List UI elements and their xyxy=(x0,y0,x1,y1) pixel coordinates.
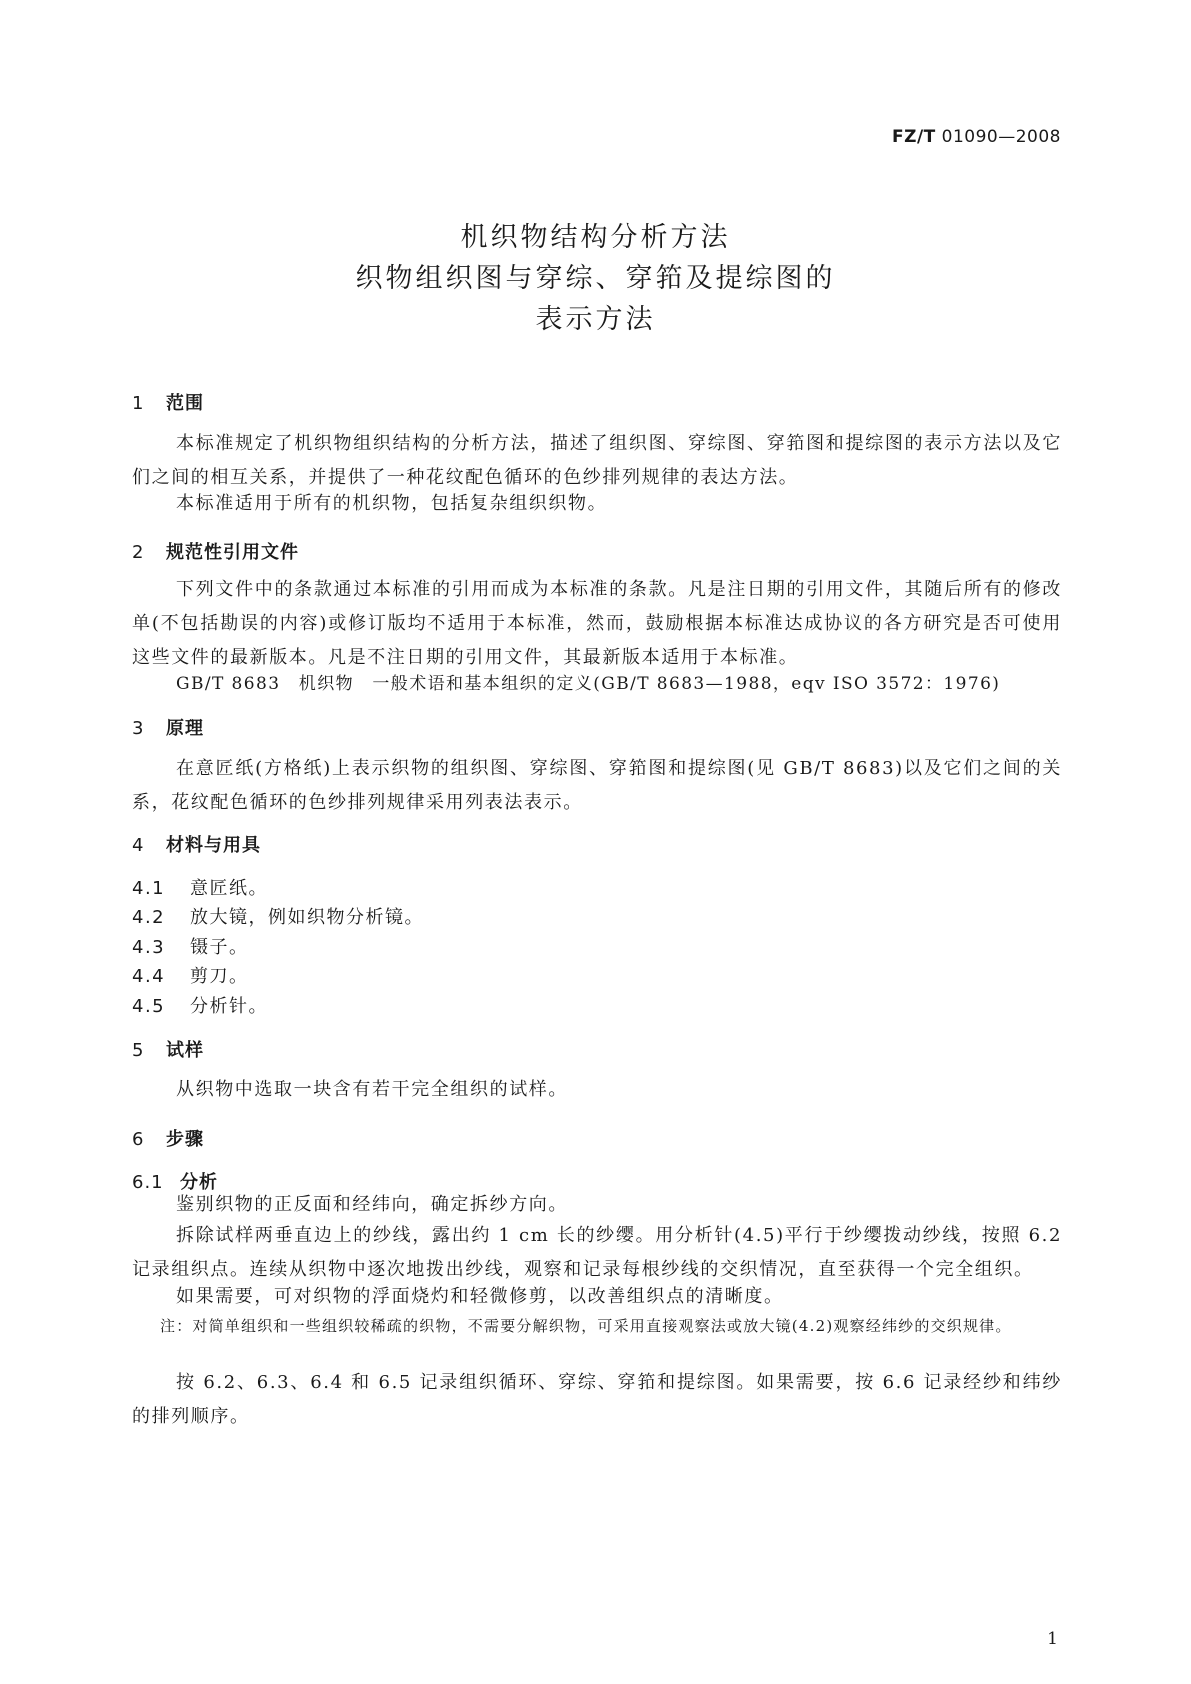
section-6-paragraph-2: 拆除试样两垂直边上的纱线，露出约 1 cm 长的纱缨。用分析针(4.5)平行于纱缨拨动纱线，按照 6.2 记录组织点。连续从织物中逐次地拨出纱线，观察和记录每根纱线的交织情况，直至获得一个完全组织。 xyxy=(132,1225,1062,1280)
note-label: 注： xyxy=(160,1317,193,1335)
title-line-2: 织物组织图与穿综、穿筘及提综图的 xyxy=(355,263,836,294)
section-4-heading: 4 材料与用具 xyxy=(132,835,261,856)
section-2-heading: 2 规范性引用文件 xyxy=(132,542,299,563)
list-item: 4.2 放大镜，例如织物分析镜。 xyxy=(132,907,424,928)
section-6-paragraph-1: 鉴别织物的正反面和经纬向，确定拆纱方向。 xyxy=(176,1194,568,1215)
page-number: 1 xyxy=(1047,1629,1058,1649)
title-line-3: 表示方法 xyxy=(535,304,656,335)
section-6-heading: 6 步骤 xyxy=(132,1129,204,1150)
section-1-paragraph-1: 本标准规定了机织物组织结构的分析方法，描述了组织图、穿综图、穿筘图和提综图的表示方法以及它们之间的相互关系，并提供了一种花纹配色循环的色纱排列规律的表达方法。 xyxy=(132,433,1062,488)
section-6-paragraph-4: 按 6.2、6.3、6.4 和 6.5 记录组织循环、穿综、穿筘和提综图。如果需要，按 6.6 记录经纱和纬纱的排列顺序。 xyxy=(132,1372,1062,1427)
standard-number: FZ/T 01090—2008 xyxy=(892,127,1061,147)
title-line-1: 机织物结构分析方法 xyxy=(460,222,731,253)
section-3-paragraph-1: 在意匠纸(方格纸)上表示织物的组织图、穿综图、穿筘图和提综图(见 GB/T 8683)以及它们之间的关系，花纹配色循环的色纱排列规律采用列表法表示。 xyxy=(132,758,1062,813)
section-1-heading: 1 范围 xyxy=(132,393,204,414)
list-item: 4.3 镊子。 xyxy=(132,937,249,958)
section-5-paragraph-1: 从织物中选取一块含有若干完全组织的试样。 xyxy=(176,1079,568,1100)
section-6-1-heading: 6.1 分析 xyxy=(132,1172,218,1193)
list-item: 4.1 意匠纸。 xyxy=(132,878,268,899)
note-text: 对简单组织和一些组织较稀疏的织物，不需要分解织物，可采用直接观察法或放大镜(4.2)观察经纬纱的交织规律。 xyxy=(192,1317,1012,1335)
section-3-heading: 3 原理 xyxy=(132,718,204,739)
list-item: 4.4 剪刀。 xyxy=(132,966,249,987)
normative-reference: GB/T 8683 机织物 一般术语和基本组织的定义(GB/T 8683—1988，eqv ISO 3572：1976) xyxy=(176,674,1001,694)
note xyxy=(160,1313,1060,1339)
section-5-heading: 5 试样 xyxy=(132,1040,204,1061)
list-item: 4.5 分析针。 xyxy=(132,996,268,1017)
section-1-paragraph-2: 本标准适用于所有的机织物，包括复杂组织织物。 xyxy=(176,493,608,514)
section-6-paragraph-3: 如果需要，可对织物的浮面烧灼和轻微修剪，以改善组织点的清晰度。 xyxy=(176,1286,784,1307)
section-2-paragraph-1: 下列文件中的条款通过本标准的引用而成为本标准的条款。凡是注日期的引用文件，其随后所有的修改单(不包括勘误的内容)或修订版均不适用于本标准，然而，鼓励根据本标准达成协议的各方研究是否可使用这些文件的最新版本。凡是不注日期的引用文件，其最新版本适用于本标准。 xyxy=(132,579,1062,668)
